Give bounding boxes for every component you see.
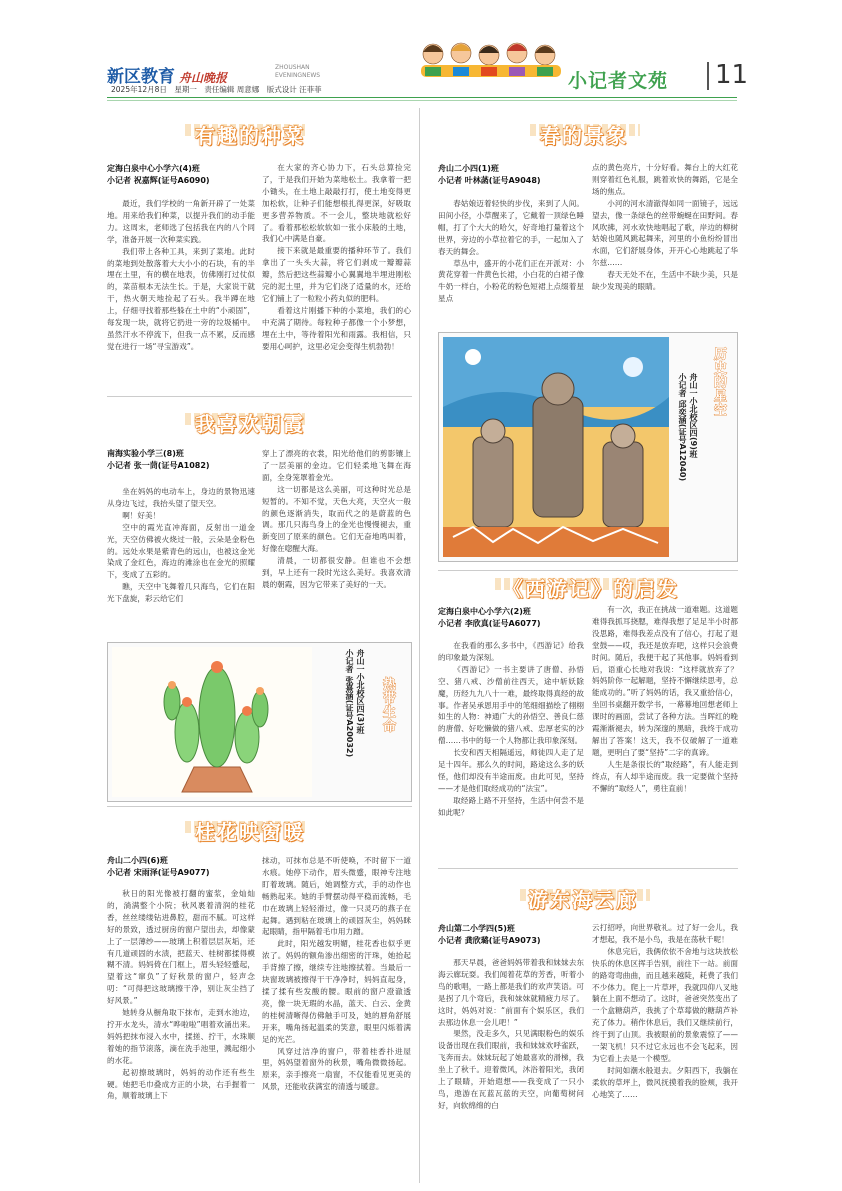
paragraph: 那天早晨，爸爸妈妈带着我和妹妹去东海云廊玩耍。我们闻着花草的芳香，听着小鸟的歌唱，一路上都是我们的欢声笑语。可是拐了几个弯后，我和妹妹就精疲力尽了。这时，妈妈对说：“前面有个娱乐区，我们去那边休息一会儿吧！” [438, 958, 584, 1027]
section-divider [438, 868, 738, 869]
reporter-name: 小记者 叶林菡(证号A9048) [438, 176, 541, 185]
paragraph: 接下来就是最重要的播种环节了。我们拿出了一头头大蒜，将它们剥成一瓣瓣蒜瓣，然后把这些蒜瓣小心翼翼地半埋进刚松完的泥土里，并为它们浇了适量的水，还给它们铺上了一粒粒小药丸似的肥料。 [262, 246, 411, 303]
page-title: 小记者文苑 [568, 70, 669, 92]
school-name: 舟山一小北校区四(3)班 [356, 649, 365, 734]
paragraph: 春天无处不在，生活中不缺少美，只是缺少发现美的眼睛。 [592, 270, 738, 292]
paragraph: 风穿过洁净的窗户，带着桂香扑进屋里，妈妈望着窗外的秋景，嘴角微微扬起。原来，亲手擦亮一扇窗，不仅能看见更美的风景，还能收获满室的清透与暖意。 [262, 1046, 411, 1092]
paragraph: 坐在妈妈的电动车上，身边的景物迅速从身边飞过，我抬头望了望天空。 [107, 487, 255, 508]
article-title: 春的景象 [540, 124, 628, 148]
history-painting-icon [443, 337, 669, 557]
paragraph: 抹动，可抹布总是不听使唤，不时留下一道水痕。她停下动作，眉头微蹙，眼神专注地盯着玻璃。随后，她调整方式，手的动作也畅熟起来。她的手臂摆动得平稳而流畅，毛巾在玻璃上轻轻滑过，像一只灵巧的燕子在起舞。遇到粘在玻璃上的顽固灰尘，妈妈眯起眼睛，指甲隔着毛巾用力蹭。 [262, 856, 411, 937]
paragraph: 取经路上路不开坚持，生活中何尝不是如此呢？ [438, 795, 584, 817]
paragraph: 休息完后，我俩依依不舍地与这块放松快乐的休息区挥手告别，前往下一站。前面的路弯弯曲曲，而且越来越陡，耗费了我们不少体力。爬上一片草坪，我就四仰八叉地躺在上面不想动了。这时，爸爸突然变出了一个盒糖葫芦，我挑了个草莓做的糖葫芦补充了体力。稍作休息后，我们又继续前行，终于到了山顶。我被眼前的景象震惊了——一架飞机！只不过它永远也不会飞起来，因为它看上去是一个模型。 [592, 946, 738, 1063]
article-column [107, 888, 255, 1184]
school-name: 南海实验小学三(8)班 [107, 449, 184, 458]
paragraph: 空中的霞光直冲海面，反射出一道金光，天空仿佛被火烧过一般，云朵是金粉色的。远处水果是紫青色的远山，也被这金光染成了金红色，海边的滩涂也在金光的照耀下，变成了五彩的。 [107, 522, 255, 580]
article-column [438, 198, 584, 324]
paragraph: 看着这片刚播下种的小菜地，我们的心中充满了期待。每粒种子都像一个小梦想，埋在土中，等待着阳光和雨露。我相信，只要用心呵护，这里必定会变得生机勃勃！ [262, 305, 411, 351]
header-rule [107, 97, 737, 98]
article-column [262, 448, 411, 634]
article-column [438, 957, 584, 1184]
picture-title: 热带生命 [380, 677, 395, 733]
article-byline [438, 163, 541, 187]
column-divider [419, 108, 420, 1183]
school-name: 定海白泉中心小学六(2)班 [438, 607, 531, 616]
article-column [262, 855, 411, 1184]
school-name: 舟山二小四(6)班 [107, 856, 168, 865]
school-name: 舟山一小北校区四(9)班 [689, 373, 698, 458]
paragraph: 小河的河水清澈得如同一面镜子，远远望去，像一条绿色的丝带蜿蜒在田野间。春风吹拂，河水欢快地唱起了歌，岸边的柳树姑娘也随风跳起舞来，河里的小鱼纷纷冒出水面，它们舒展身体，开开心心地跳起了华尔兹…… [592, 198, 738, 268]
section-divider [107, 396, 412, 397]
paragraph: 有一次，我正在挑战一道难题。这道题难得我抓耳挠腮，难得我想了足足半小时都没思路，难得我差点没有了信心，打起了退堂鼓——哎，我还是放弃吧，这样只会浪费时间。随后，我便干起了其他事。妈妈看到后，语重心长地对我说：“这样就放弃了？妈妈阶你一起解题，坚持不懈继续思考，总能成功的。”听了妈妈的话，我又重拾信心，坐回书桌翻开数学书，一幕幕地回想老师上课时的画面，尝试了各种方法。当晖红的晚霞渐渐褪去，转为深邃的黑暗，我终于成功解出了答案！这天，我不仅破解了一道难题，更明白了要“坚持”二字的真谛。 [592, 605, 738, 757]
article-byline [107, 855, 210, 879]
school-name: 定海白泉中心小学六(4)班 [107, 164, 200, 173]
paragraph: 在我看的那么多书中，《西游记》给我的印象最为深刻。 [438, 641, 584, 662]
article-title: 桂花映窗暖 [195, 820, 305, 844]
brand-name: 新区教育 [107, 67, 175, 87]
article-byline [107, 163, 210, 187]
picture-frame [107, 642, 412, 802]
title-divider [707, 62, 709, 90]
paragraph: 啊！好美！ [122, 510, 161, 520]
paragraph: 她转身从橱角取下抹布，走到水池边，拧开水龙头，清水“哗啦啦”唱着欢涌出来。妈妈把抹布浸入水中，揉搓、拧干，水珠顺着她的指节滚落，滴在洗手池里，溅起细小的水花。 [107, 1008, 255, 1065]
paragraph: 瞧，天空中飞舞着几只海鸟，它们在阳光下盘旋，彩云给它们 [107, 582, 255, 604]
reporter-name: 小记者 张一茼(证号A1082) [107, 461, 210, 470]
article-column [592, 604, 738, 860]
article-byline [107, 448, 210, 472]
reporter-name: 小记者 张熹涵(证号A20032) [345, 649, 354, 758]
paragraph: 时间如潮水般退去。夕阳西下，我躺在柔软的草坪上，微风抚摸着我的脸颊，我开心地笑了…… [592, 1065, 738, 1099]
paragraph: 起初擦玻璃时，妈妈的动作还有些生硬。她把毛巾叠成方正的小块，右手握着一角，顺着玻璃上下 [107, 1067, 255, 1101]
page-number: 11 [715, 60, 749, 90]
section-divider [107, 806, 412, 807]
paragraph: 《西游记》一书主要讲了唐僧、孙悟空、猪八戒、沙僧前往西天，途中斩妖除魔，历经九九八十一难，最终取得真经的故事。作者吴承恩用手中的笔细细描绘了栩栩如生的人物：神通广大的孙悟空、善良仁慈的唐僧、好吃懒做的猪八戒、忠厚老实的沙僧……书中的每一个人物都让我印象深刻。 [438, 664, 584, 746]
picture-caption [344, 649, 366, 757]
article-title: 有趣的种菜 [195, 124, 305, 148]
reporter-name: 小记者 祝嘉辉(证号A6090) [107, 176, 210, 185]
reporter-name: 小记者 邱奕涵(证号A12040) [678, 373, 687, 482]
picture-title: 历史的星空 [711, 347, 726, 417]
school-name: 舟山二小四(1)班 [438, 164, 499, 173]
paragraph: 果然，没走多久，只见满眼粉色的娱乐设备出现在我们眼前，我和妹妹欢呼雀跃，飞奔而去。妹妹玩起了她最喜欢的滑梯，我坐上了秋千。迎着微风，沐浴着阳光，我闭上了眼睛，开始遐想——我变成了一只小鸟，遨游在瓦蓝瓦蓝的天空，向葡萄树问好，向软绵绵的白 [438, 1029, 584, 1110]
dateline: 2025年12月8日 星期一 责任编辑 周意娜 版式设计 汪菲菲 [111, 85, 322, 94]
paper-en: ZHOUSHAN EVENINGNEWS [275, 64, 321, 79]
paragraph: 这一切都是这么美丽，可这种时光总是短暂的。不知不觉，天色大亮，天空火一般的颜色逐渐消失，取而代之的是蔚蓝的色调。那几只海鸟身上的金光也慢慢褪去，重新变回了原来的颜色。它们无奋地鸣叫着，好像在唿醒大海。 [262, 484, 411, 554]
paragraph: 点的黄色亮片，十分好看。舞台上的大红花则穿着红色礼服，跳着欢快的舞蹈，它是全场的焦点。 [592, 163, 738, 196]
reporter-name: 小记者 李欣真(证号A6077) [438, 619, 541, 628]
paragraph: 长安和西天相隔遥远，师徒四人走了足足十四年。那么久的时间，路途这么多的妖怪，他们却没有半途而废。由此可见，坚持——才是他们取经成功的“法宝”。 [438, 748, 584, 793]
article-column [262, 162, 411, 388]
article-column [592, 162, 738, 324]
section-divider [438, 570, 738, 571]
paragraph: 穿上了漂亮的衣裳，阳光给他们的剪影镶上了一层美丽的金边。它们轻柔地飞舞在海面，全身笼罩着金光。 [262, 449, 411, 482]
article-byline [438, 606, 541, 630]
cactus-painting-icon [112, 647, 312, 797]
paragraph: 在大家的齐心协力下，石头总算捡完了，于是我们开始为菜地松土。我拿着一把小锄头，在土地上敲敲打打，使土地变得更加松软，让种子们能想根扎得更深，好吸取更多营养物质。不一会儿，整块地就松好了。看着那松松软软如一张小床般的土地，我们心中满是自豪。 [262, 163, 411, 244]
paragraph: 春姑娘迈着轻快的步伐，来到了人间。田间小径，小草醒来了，它戴着一顶绿色睡帽，打了个大大的哈欠，好奇地打量着这个世界，旁边的小草拉着它的手，一起加入了春天的舞会。 [438, 199, 584, 256]
article-column [438, 640, 584, 860]
paragraph: 清晨，一切都很安静。但谁也不会想到，早上还有一段时光这么美好。我喜欢清晨的朝霞，因为它带来了美好的一天。 [262, 556, 411, 589]
header-rule-light [107, 100, 737, 101]
reporter-name: 小记者 宋雨泽(证号A9077) [107, 868, 210, 877]
article-title: 我喜欢朝霞 [195, 412, 305, 436]
paragraph: 人生是条很长的“取经路”，有人能走到终点，有人却半途而废。我一定要做个坚持不懈的“取经人”，勇往直前！ [592, 759, 738, 793]
picture-caption [677, 373, 699, 481]
picture-frame [438, 332, 738, 562]
paragraph: 云打招呼，向世界敬礼。过了好一会儿，我才想起，我不是小鸟，我是在荡秋千呢！ [592, 923, 738, 944]
article-byline [438, 923, 541, 947]
article-column [107, 198, 255, 386]
article-title: 《西游记》的启发 [503, 577, 679, 601]
article-title: 游东海云廊 [528, 888, 638, 912]
reporter-name: 小记者 龚欣璐(证号A9073) [438, 936, 541, 945]
article-column [107, 486, 255, 634]
paragraph: 草丛中，盛开的小花们正在开派对：小黄花穿着一件黄色长裙，小白花的白裙子像牛奶一样白，小粉花的粉色短裙上点缀着星星点 [438, 258, 584, 304]
article-column [592, 922, 738, 1184]
paragraph: 最近，我们学校的一角新开辟了一处菜地。用来给我们种菜，以提升我们的动手能力。这周末，老师选了包括我在内的八个同学，准备开展一次种菜实践。 [107, 199, 255, 244]
paragraph: 我们带上各种工具，来到了菜地。此时的菜地到处散落着大大小小的石块，有的半埋在土里，有的横在地表，仿佛刚打过仗似的，菜苗根本无法生长。于是，大家说干就干，热火朝天地捡起了石头。我半蹲在地上，仔细寻找着那些躲在土中的“小顽固”，每发现一块，就将它扔进一旁的垃圾桶中。虽然汗水不停流下，但我一点不累，反而感觉在进行一场“寻宝游戏”。 [107, 246, 255, 351]
school-name: 舟山第二小学四(5)班 [438, 924, 515, 933]
paper-name: 舟山晚报 [179, 71, 228, 85]
paragraph: 此时，阳光越发明媚，桂花香也似乎更浓了。妈妈的额角渗出细密的汗珠，她抬起手背擦了擦，继续专注地擦拭着。当最后一块窗玻璃被擦得干干净净时，妈妈直起身，揉了揉有些发酸的腰。眼前的窗户澄澈透亮，像一块无瑕的水晶，蓝天、白云、金黄的桂树清晰得仿佛触手可及，她的唇角舒展开来，嘴角扬起温柔的笑意，眼里闪烁着满足的光芒。 [262, 939, 411, 1044]
paragraph: 秋日的阳光像被打翻的蜜浆，金灿灿的，淌满整个小院；秋风裹着清润的桂花香，丝丝缕缕钻进鼻腔，甜而不腻。可这样好的景致，透过厨房的窗户望出去，却像蒙上了一层薄纱——玻璃上积着层层灰垢，还有几道顽固的水渍，把蓝天、桂树都揉得模糊不清。妈妈倚在门框上，眉头轻轻蹙起，望着这“窜负”了好秋景的窗户，轻声念叨：“可得把这玻璃擦干净，别让灰尘挡了好风景。” [107, 889, 255, 1006]
